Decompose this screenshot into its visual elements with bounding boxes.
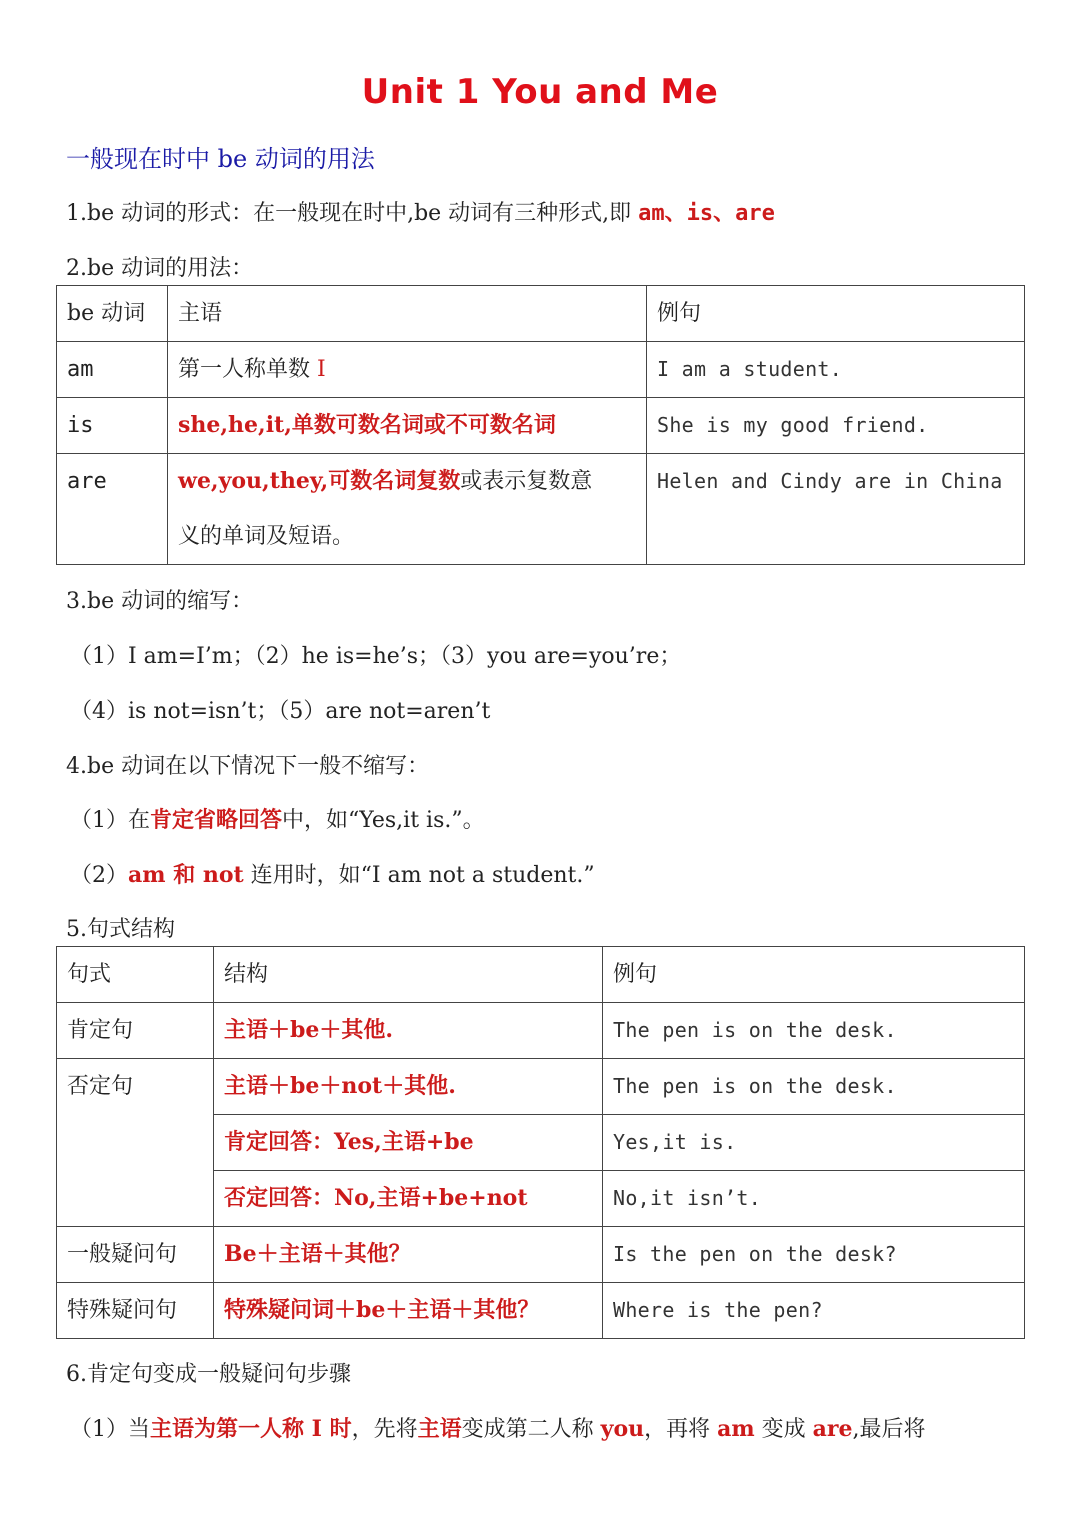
step-highlight: 主语 (417, 1416, 462, 1442)
example-cell: The pen is on the desk. (603, 1059, 1025, 1115)
step-highlight: you (600, 1416, 645, 1442)
example-cell: No,it isn’t. (603, 1171, 1025, 1227)
step-text: ，先将 (351, 1417, 418, 1442)
table-row (57, 1059, 1025, 1115)
rule-text: （2） (70, 863, 128, 888)
sentence-type-cell (57, 1171, 214, 1227)
step-highlight: am (717, 1416, 755, 1442)
step-text: ,最后将 (852, 1417, 926, 1442)
rule-text: （1）在 (70, 808, 150, 833)
subject-text: 第一人称单数 (178, 357, 317, 382)
conversion-step-1 (70, 1412, 926, 1443)
be-forms: am、is、are (638, 201, 775, 226)
table-row (57, 454, 1025, 565)
subject-highlight: she,he,it,单数可数名词或不可数名词 (178, 412, 556, 438)
header-cell: be 动词 (57, 286, 168, 342)
example-cell: The pen is on the desk. (603, 1003, 1025, 1059)
example-cell: She is my good friend. (647, 398, 1025, 454)
subject-text: 或表示复数意 (460, 469, 593, 494)
no-contraction-rule-2 (70, 858, 595, 889)
example-cell: I am a student. (647, 342, 1025, 398)
header-cell: 主语 (168, 286, 647, 342)
page-title: Unit 1 You and Me (361, 72, 719, 112)
table-row (57, 1115, 1025, 1171)
sentence-type-cell: 否定句 (57, 1059, 214, 1115)
table-header-row (57, 286, 1025, 342)
table-row (57, 342, 1025, 398)
example-cell: Where is the pen? (603, 1283, 1025, 1339)
verb-cell: am (57, 342, 168, 398)
subject-highlight: I (317, 357, 326, 382)
sentence-structure-table (56, 946, 1025, 1339)
table-row (57, 1171, 1025, 1227)
rule-text: 连用时，如“I am not a student.” (243, 863, 595, 888)
example-cell: Is the pen on the desk? (603, 1227, 1025, 1283)
example-cell: Helen and Cindy are in China (647, 454, 1025, 565)
p1-text: 1.be 动词的形式：在一般现在时中,be 动词有三种形式,即 (66, 201, 639, 226)
verb-cell: are (57, 454, 168, 565)
structure-cell: 主语＋be＋not＋其他. (214, 1059, 603, 1115)
section-title: 一般现在时中 be 动词的用法 (66, 145, 375, 173)
sentence-type-cell: 肯定句 (57, 1003, 214, 1059)
table-row (57, 1227, 1025, 1283)
header-cell: 句式 (57, 947, 214, 1003)
table-row (57, 1283, 1025, 1339)
sentence-type-cell (57, 1115, 214, 1171)
sentence-type-cell: 特殊疑问句 (57, 1283, 214, 1339)
subject-cell (168, 398, 647, 454)
rule-text: 中，如“Yes,it is.”。 (282, 808, 485, 833)
table-row (57, 1003, 1025, 1059)
step-highlight: are (812, 1416, 853, 1442)
structure-cell: 主语＋be＋其他. (214, 1003, 603, 1059)
rule-highlight: am 和 not (128, 862, 244, 888)
structure-cell: 否定回答：No,主语+be+not (214, 1171, 603, 1227)
rule-highlight: 肯定省略回答 (150, 807, 283, 833)
subject-text-line2: 义的单词及短语。 (178, 524, 355, 549)
step-text: ，再将 (644, 1417, 718, 1442)
header-cell: 例句 (647, 286, 1025, 342)
paragraph-3: 3.be 动词的缩写： (66, 589, 254, 614)
be-usage-table (56, 285, 1025, 565)
subject-highlight: we,you,they,可数名词复数 (178, 468, 461, 494)
table-row (57, 398, 1025, 454)
structure-cell: Be＋主语＋其他？ (214, 1227, 603, 1283)
step-text: 变成 (754, 1417, 813, 1442)
paragraph-4: 4.be 动词在以下情况下一般不缩写： (66, 754, 430, 779)
paragraph-5: 5.句式结构 (66, 917, 175, 942)
header-cell: 例句 (603, 947, 1025, 1003)
step-text: 变成第二人称 (461, 1417, 601, 1442)
step-highlight: 主语为第一人称 I 时 (150, 1416, 352, 1442)
structure-cell: 特殊疑问词＋be＋主语＋其他？ (214, 1283, 603, 1339)
example-cell: Yes,it is. (603, 1115, 1025, 1171)
paragraph-2: 2.be 动词的用法： (66, 256, 254, 281)
contraction-line-1: （1）I am=I’m；（2）he is=he’s；（3）you are=you’re； (70, 644, 682, 669)
sentence-type-cell: 一般疑问句 (57, 1227, 214, 1283)
header-cell: 结构 (214, 947, 603, 1003)
table-header-row (57, 947, 1025, 1003)
verb-cell: is (57, 398, 168, 454)
step-text: （1）当 (70, 1417, 150, 1442)
subject-cell (168, 454, 647, 565)
subject-cell (168, 342, 647, 398)
paragraph-6: 6.肯定句变成一般疑问句步骤 (66, 1362, 351, 1387)
structure-cell: 肯定回答：Yes,主语+be (214, 1115, 603, 1171)
no-contraction-rule-1 (70, 803, 485, 834)
paragraph-1 (66, 196, 775, 227)
contraction-line-2: （4）is not=isn’t；（5）are not=aren’t (70, 699, 491, 724)
